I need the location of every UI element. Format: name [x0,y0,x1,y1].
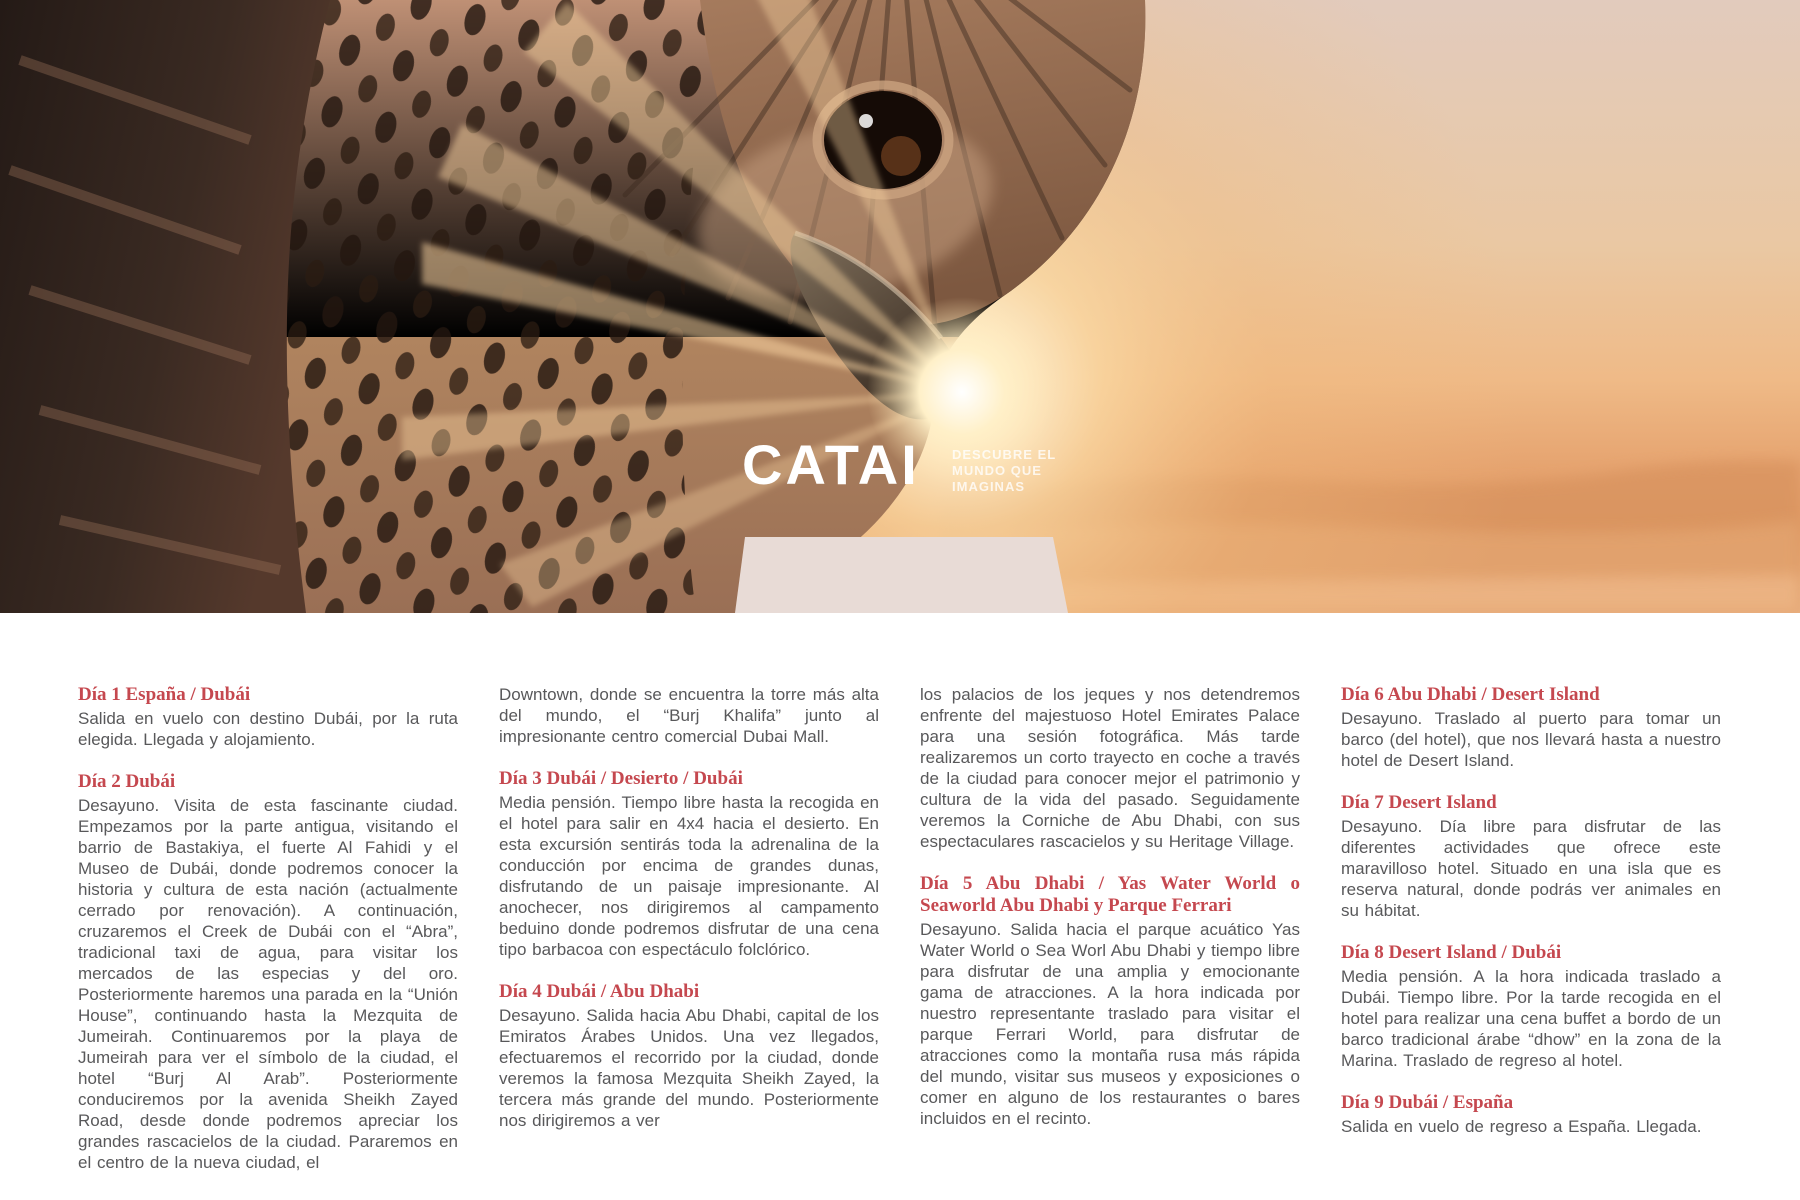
day-paragraph: los palacios de los jeques y nos detendremos enfrente del majestuoso Hotel Emirates Palace para una sesión fotográfica. Más tarde realizaremos un corto trayecto en coche a través de la ciudad para conocer mejor el patrimonio y cultura de la vida del pasado. Seguidamente veremos la Corniche de Abu Dhabi, con sus espectaculares rascacielos y su Heritage Village. [920,685,1300,851]
brand-logo: CATAI [742,433,920,496]
day-paragraph: Desayuno. Salida hacia Abu Dhabi, capital de los Emiratos Árabes Unidos. Una vez llegados, efectuaremos el recorrido por la ciudad, donde veremos la famosa Mezquita Sheikh Zayed, la tercera más grande del mundo. Posteriormente nos dirigiremos a ver [499,1006,879,1130]
day-paragraph: Desayuno. Traslado al puerto para tomar un barco (del hotel), que nos llevará hasta a nuestro hotel de Desert Island. [1341,709,1721,770]
day-heading: Día 7 Desert Island [1341,792,1497,813]
day-heading: Día 2 Dubái [78,771,176,792]
day-paragraph: Media pensión. Tiempo libre hasta la recogida en el hotel para salir en 4x4 hacia el desierto. En esta excursión sentirás toda la adrenalina de la conducción por encima de grandes dunas, disfrutando de un paisaje impresionante. Al anochecer, nos dirigiremos al campamento beduino donde podremos disfrutar de una cena tipo barbacoa con espectáculo folclórico. [499,793,879,959]
day-heading: Día 1 España / Dubái [78,684,251,705]
itinerary-columns [0,613,1800,1173]
itinerary-column-2 [499,684,879,1173]
day-heading: Día 9 Dubái / España [1341,1092,1514,1113]
day-paragraph: Salida en vuelo de regreso a España. Llegada. [1341,1117,1702,1136]
day-heading: Día 3 Dubái / Desierto / Dubái [499,768,743,789]
day-paragraph: Desayuno. Día libre para disfrutar de las diferentes actividades que ofrece este maravilloso hotel. Situado en una isla que es reserva natural, donde podrás ver animales en su hábitat. [1341,817,1721,920]
day-heading: Día 8 Desert Island / Dubái [1341,942,1562,963]
day-paragraph: Salida en vuelo con destino Dubái, por la ruta elegida. Llegada y alojamiento. [78,709,458,749]
itinerary-column-1 [78,684,458,1173]
brand-tagline-line: MUNDO QUE [952,463,1042,478]
day-heading: Día 5 Abu Dhabi / Yas Water World o Seaworld Abu Dhabi y Parque Ferrari [920,873,1300,916]
itinerary-column-3 [920,684,1300,1173]
brand-tagline [952,447,1056,495]
day-paragraph: Media pensión. A la hora indicada traslado a Dubái. Tiempo libre. Por la tarde recogida en el hotel para realizar una cena buffet a bordo de un barco tradicional árabe “dhow” en la zona de la Marina. Traslado de regreso al hotel. [1341,967,1721,1070]
brand-tagline-line: DESCUBRE EL [952,447,1057,462]
page-fold-graphic [735,537,1068,613]
day-paragraph: Desayuno. Visita de esta fascinante ciudad. Empezamos por la parte antigua, visitando el barrio de Bastakiya, el fuerte Al Fahidi y el Museo de Dubái, donde podremos conocer la historia y cultura de esta nación (actualmente cerrado por renovación). A continuación, cruzaremos el Creek de Dubái con el “Abra”, tradicional taxi de agua, para visitar los mercados de las especias y del oro. Posteriormente haremos una parada en la “Unión House”, continuando hasta la Mezquita de Jumeirah. Continuaremos por la playa de Jumeirah para ver el símbolo de la ciudad, el hotel “Burj Al Arab”. Posteriormente conduciremos por la avenida Sheikh Zayed Road, desde donde podremos apreciar los grandes rascacielos de la ciudad. Pararemos en el centro de la nueva ciudad, el [78,796,458,1172]
day-heading: Día 4 Dubái / Abu Dhabi [499,981,700,1002]
day-heading: Día 6 Abu Dhabi / Desert Island [1341,684,1600,705]
falcon-wing [0,0,330,613]
itinerary-column-4 [1341,684,1721,1173]
brand-tagline-line: IMAGINAS [952,479,1025,494]
day-paragraph: Desayuno. Salida hacia el parque acuático Yas Water World o Sea Worl Abu Dhabi y tiempo libre para disfrutar de una amplia y emocionante gama de atracciones. A la hora indicada por nuestro representante traslado para visitar el parque Ferrari World, para disfrutar de atracciones como la montaña rusa más rápida del mundo, visitar sus museos y exposiciones o comer en alguno de los restaurantes o bares incluidos en el recinto. [920,920,1301,1128]
day-paragraph: Downtown, donde se encuentra la torre más alta del mundo, el “Burj Khalifa” junto al impresionante centro comercial Dubai Mall. [499,685,879,746]
